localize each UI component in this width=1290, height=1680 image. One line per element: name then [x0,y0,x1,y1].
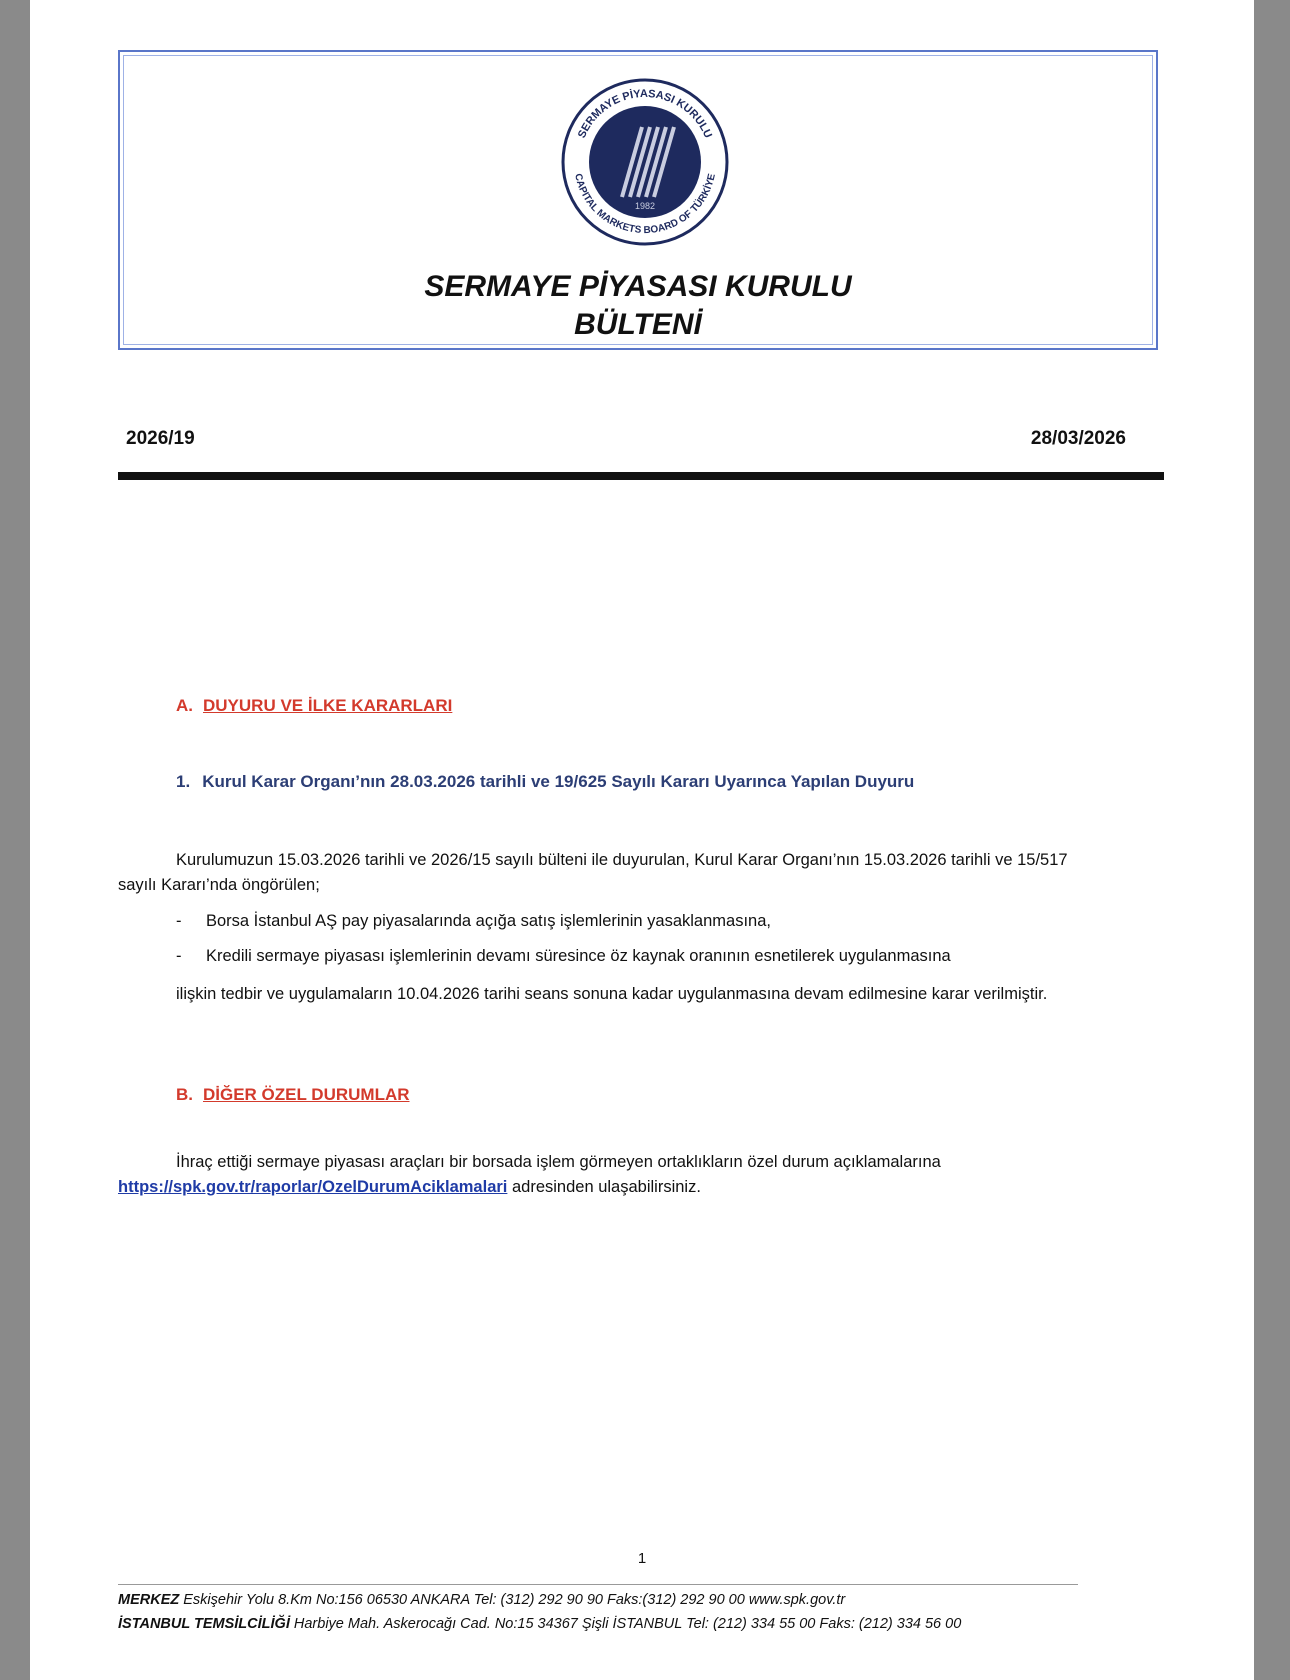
section-a-heading [176,696,452,716]
footer-istanbul-office: İSTANBUL TEMSİLCİLİĞİ Harbiye Mah. Askerocağı Cad. No:15 34367 Şişli İSTANBUL Tel: (212) 334 55 00 Faks: (212) 334 56 00 [118,1616,962,1632]
page-number: 1 [637,1550,647,1567]
bulletin-title-line2: BÜLTENİ [574,308,702,341]
section-a-letter: A. [176,696,193,715]
announcement-paragraph: Kurulumuzun 15.03.2026 tarihli ve 2026/15 sayılı bülteni ile duyurulan, Kurul Karar Organı’nın 15.03.2026 tarihli ve 15/517 sayılı Kararı’nda öngörülen; [118,851,1068,894]
list-item: - Kredili sermaye piyasası işlemlerinin devamı süresince öz kaynak oranının esnetilerek uygulanmasına [176,947,951,965]
document-page [30,0,1254,1680]
ozel-durum-link[interactable]: https://spk.gov.tr/raporlar/OzelDurumAciklamalari [118,1178,508,1196]
bulletin-title-line1: SERMAYE PİYASASI KURULU [424,270,852,303]
list-item: - Borsa İstanbul AŞ pay piyasalarında açığa satış işlemlerinin yasaklanmasına, [176,912,771,930]
section-b-title: DİĞER ÖZEL DURUMLAR [203,1085,410,1104]
section-a-item-heading [176,772,914,792]
item-number: 1. [176,772,191,791]
footer-divider [118,1584,1078,1585]
section-a-title: DUYURU VE İLKE KARARLARI [203,696,453,715]
footer-headquarters: MERKEZ Eskişehir Yolu 8.Km No:156 06530 ANKARA Tel: (312) 292 90 90 Faks:(312) 292 90 00 www.spk.gov.tr [118,1592,846,1608]
bulletin-header [118,50,1158,350]
section-b-letter: B. [176,1085,193,1104]
svg-text:1982: 1982 [634,201,656,211]
decision-paragraph: ilişkin tedbir ve uygulamaların 10.04.2026 tarihi seans sonuna kadar uygulanmasına devam edilmesine karar verilmiştir. [176,985,1048,1003]
issue-date: 28/03/2026 [1030,428,1126,449]
issue-number: 2026/19 [126,428,195,449]
svg-text:CAPITAL MARKETS BOARD OF TÜRKİ: CAPITAL MARKETS BOARD OF TÜRKİYE [572,172,718,237]
section-b-heading [176,1085,410,1105]
item-title: Kurul Karar Organı’nın 28.03.2026 tarihli ve 19/625 Sayılı Kararı Uyarınca Yapılan Duyuru [202,772,915,791]
special-situations-paragraph: İhraç ettiği sermaye piyasası araçları bir borsada işlem görmeyen ortaklıkların özel durum açıklamalarına https://spk.gov.tr/raporlar/OzelDurumAciklamalari adresinden ulaşabilirsiniz. [118,1153,941,1196]
header-divider [118,472,1164,480]
spk-seal-logo [560,77,730,247]
svg-text:SERMAYE PİYASASI KURULU: SERMAYE PİYASASI KURULU [575,87,715,141]
